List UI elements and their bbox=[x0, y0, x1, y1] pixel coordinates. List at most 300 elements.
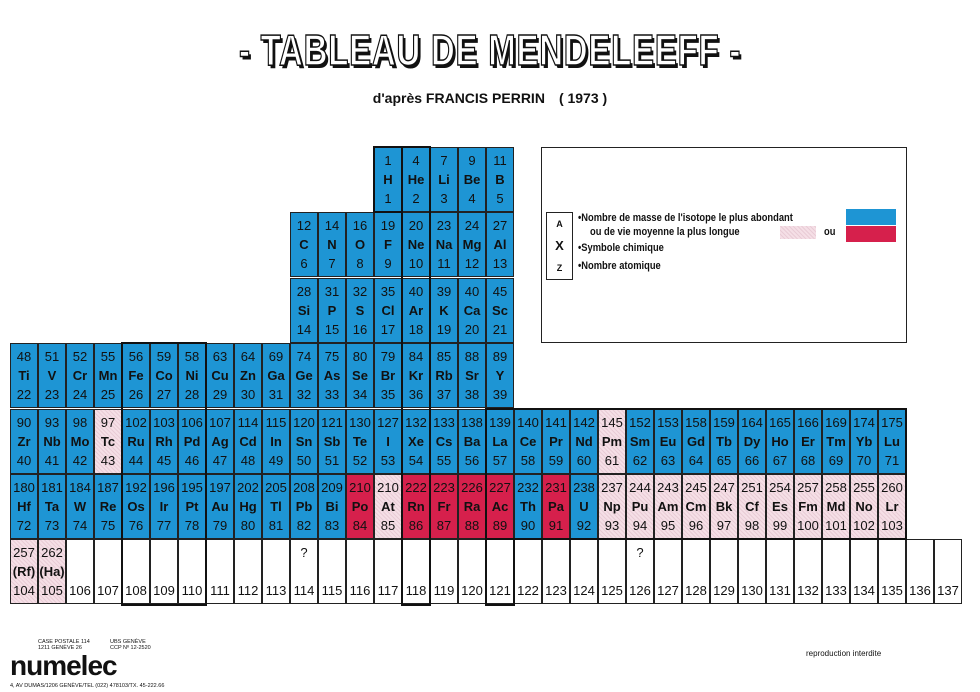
legend-swatch-pink bbox=[780, 226, 816, 239]
element-symbol: Cu bbox=[211, 368, 229, 384]
mass-number bbox=[907, 543, 933, 562]
mass-number bbox=[459, 543, 485, 562]
atomic-number: 79 bbox=[212, 518, 228, 533]
element-cell bbox=[738, 409, 766, 474]
element-symbol: Ru bbox=[127, 433, 145, 449]
atomic-number: 9 bbox=[384, 256, 392, 272]
element-cell bbox=[374, 539, 402, 604]
mass-number: 232 bbox=[517, 480, 539, 495]
atomic-number: 131 bbox=[769, 583, 791, 599]
atomic-number: 61 bbox=[604, 452, 620, 468]
element-cell bbox=[430, 343, 458, 408]
mass-number: 260 bbox=[881, 480, 903, 495]
element-symbol bbox=[487, 562, 513, 581]
element-cell bbox=[66, 474, 94, 539]
element-symbol: O bbox=[354, 237, 366, 253]
element-cell bbox=[374, 343, 402, 408]
atomic-number: 12 bbox=[464, 256, 480, 272]
mass-number: 132 bbox=[405, 414, 427, 430]
element-symbol: N bbox=[327, 237, 337, 253]
bank-line-2: CCP Nº 12-2520 bbox=[110, 645, 151, 651]
element-cell bbox=[150, 343, 178, 408]
element-cell bbox=[290, 539, 318, 604]
mass-number bbox=[347, 543, 373, 562]
atomic-number: 29 bbox=[212, 387, 228, 403]
mass-number: 103 bbox=[153, 414, 175, 430]
address-line-3: 4, AV DUMAS/1206 GENÈVE/TEL (022) 478103/TX. 45-222.66 bbox=[10, 683, 165, 689]
atomic-number: 74 bbox=[72, 518, 88, 533]
mass-number: 32 bbox=[352, 283, 368, 299]
atomic-number: 35 bbox=[380, 387, 396, 403]
element-symbol: Hg bbox=[239, 499, 257, 514]
element-symbol bbox=[207, 562, 233, 581]
element-cell bbox=[346, 409, 374, 474]
legend-box bbox=[541, 147, 907, 343]
atomic-number: 113 bbox=[265, 583, 287, 599]
element-cell bbox=[794, 539, 822, 604]
element-cell bbox=[10, 539, 38, 604]
mass-number: 115 bbox=[265, 414, 287, 430]
legend-number-letter: Z bbox=[556, 263, 563, 273]
element-symbol: Se bbox=[352, 368, 368, 384]
mass-number bbox=[851, 543, 877, 562]
element-symbol: Ag bbox=[211, 433, 229, 449]
atomic-number: 90 bbox=[520, 518, 536, 533]
atomic-number: 14 bbox=[296, 321, 312, 337]
atomic-number: 134 bbox=[853, 583, 875, 599]
atomic-number: 93 bbox=[604, 518, 620, 533]
atomic-number: 135 bbox=[881, 583, 903, 599]
mass-number: 243 bbox=[657, 480, 679, 495]
mass-number: ? bbox=[300, 545, 308, 561]
element-cell bbox=[318, 474, 346, 539]
element-symbol: Ca bbox=[463, 302, 481, 318]
element-cell bbox=[430, 147, 458, 212]
mass-number: 4 bbox=[412, 153, 420, 168]
atomic-number: 24 bbox=[72, 387, 88, 403]
atomic-number: 87 bbox=[436, 518, 452, 533]
mass-number: 24 bbox=[464, 218, 480, 234]
element-cell bbox=[318, 409, 346, 474]
element-cell bbox=[430, 409, 458, 474]
atomic-number: 121 bbox=[489, 583, 511, 599]
element-cell bbox=[178, 409, 206, 474]
element-symbol: Np bbox=[603, 499, 621, 514]
element-cell bbox=[402, 539, 430, 604]
atomic-number: 114 bbox=[293, 583, 315, 599]
mass-number: 12 bbox=[296, 218, 312, 234]
element-cell bbox=[934, 539, 962, 604]
mass-number bbox=[879, 543, 905, 562]
element-symbol: Ar bbox=[408, 302, 424, 318]
element-cell bbox=[262, 474, 290, 539]
atomic-number: 133 bbox=[825, 583, 847, 599]
mass-number: 27 bbox=[492, 218, 508, 234]
atomic-number: 120 bbox=[461, 583, 483, 599]
element-symbol bbox=[403, 562, 429, 581]
mass-number: 227 bbox=[489, 480, 511, 495]
element-cell bbox=[122, 539, 150, 604]
mass-number: 169 bbox=[825, 414, 847, 430]
element-symbol: Cr bbox=[72, 368, 88, 384]
atomic-number: 40 bbox=[16, 452, 32, 468]
element-cell bbox=[318, 212, 346, 277]
element-cell bbox=[458, 409, 486, 474]
element-cell bbox=[206, 539, 234, 604]
atomic-number: 69 bbox=[828, 452, 844, 468]
atomic-number: 6 bbox=[300, 256, 308, 272]
mass-number: 98 bbox=[72, 414, 88, 430]
element-symbol: Y bbox=[495, 368, 505, 384]
element-symbol: Hf bbox=[17, 499, 31, 514]
mass-number: ? bbox=[636, 545, 644, 561]
element-symbol: Ta bbox=[44, 499, 60, 514]
mass-number bbox=[67, 543, 93, 562]
element-cell bbox=[122, 474, 150, 539]
element-symbol: Es bbox=[772, 499, 788, 514]
mass-number: 79 bbox=[380, 349, 396, 365]
element-symbol bbox=[655, 562, 681, 581]
element-cell bbox=[374, 474, 402, 539]
element-symbol bbox=[599, 562, 625, 581]
element-cell bbox=[682, 409, 710, 474]
author: d'après FRANCIS PERRIN bbox=[372, 90, 545, 106]
element-symbol bbox=[515, 562, 541, 581]
mass-number bbox=[375, 543, 401, 562]
atomic-number: 38 bbox=[464, 387, 480, 403]
element-cell bbox=[486, 409, 514, 474]
element-symbol: Pt bbox=[185, 499, 199, 514]
element-symbol: U bbox=[579, 499, 589, 514]
element-cell bbox=[710, 539, 738, 604]
atomic-number: 89 bbox=[492, 518, 508, 533]
element-cell bbox=[234, 409, 262, 474]
element-cell bbox=[178, 474, 206, 539]
mass-number: 11 bbox=[493, 153, 507, 168]
element-symbol: Mo bbox=[70, 433, 90, 449]
element-symbol bbox=[459, 562, 485, 581]
mass-number: 245 bbox=[685, 480, 707, 495]
element-symbol: Ir bbox=[159, 499, 169, 514]
mass-number: 7 bbox=[440, 153, 448, 168]
mass-number: 120 bbox=[293, 414, 315, 430]
element-cell bbox=[822, 539, 850, 604]
mass-number: 20 bbox=[408, 218, 424, 234]
element-cell bbox=[402, 278, 430, 343]
element-symbol: Al bbox=[493, 237, 507, 253]
element-cell bbox=[766, 474, 794, 539]
element-cell bbox=[374, 278, 402, 343]
atomic-number: 64 bbox=[688, 452, 704, 468]
element-cell bbox=[262, 539, 290, 604]
element-symbol: C bbox=[299, 237, 309, 253]
mass-number: 31 bbox=[324, 283, 340, 299]
atomic-number: 47 bbox=[212, 452, 228, 468]
mass-number: 55 bbox=[100, 349, 116, 365]
mass-number: 121 bbox=[321, 414, 343, 430]
element-symbol: B bbox=[495, 172, 505, 187]
element-symbol bbox=[431, 562, 457, 581]
atomic-number: 111 bbox=[210, 583, 230, 599]
mass-number: 74 bbox=[296, 349, 312, 365]
element-cell bbox=[486, 147, 514, 212]
mass-number: 187 bbox=[97, 480, 119, 495]
element-cell bbox=[374, 409, 402, 474]
element-cell bbox=[374, 147, 402, 212]
atomic-number: 53 bbox=[380, 452, 396, 468]
atomic-number: 17 bbox=[380, 321, 396, 337]
atomic-number: 56 bbox=[464, 452, 480, 468]
element-symbol: Cf bbox=[745, 499, 759, 514]
element-cell bbox=[66, 343, 94, 408]
element-cell bbox=[206, 343, 234, 408]
element-cell bbox=[318, 343, 346, 408]
atomic-number: 11 bbox=[437, 256, 451, 272]
mass-number: 64 bbox=[240, 349, 256, 365]
element-symbol: Pa bbox=[548, 499, 564, 514]
element-symbol: Li bbox=[438, 172, 450, 187]
atomic-number: 94 bbox=[632, 518, 648, 533]
element-symbol bbox=[347, 562, 373, 581]
mass-number: 202 bbox=[237, 480, 259, 495]
atomic-number: 112 bbox=[237, 583, 259, 599]
mass-number: 48 bbox=[16, 349, 32, 365]
mass-number bbox=[431, 543, 457, 562]
atomic-number: 104 bbox=[13, 583, 35, 599]
atomic-number: 19 bbox=[436, 321, 452, 337]
legend-swatch-blue bbox=[846, 209, 896, 225]
element-cell bbox=[710, 474, 738, 539]
mass-number: 153 bbox=[657, 414, 679, 430]
element-symbol: K bbox=[439, 302, 449, 318]
atomic-number: 18 bbox=[408, 321, 424, 337]
atomic-number: 84 bbox=[352, 518, 368, 533]
element-symbol: Cm bbox=[685, 499, 707, 514]
atomic-number: 82 bbox=[296, 518, 312, 533]
atomic-number: 101 bbox=[825, 518, 847, 533]
element-symbol: Fm bbox=[798, 499, 818, 514]
poster-title: - TABLEAU DE MENDELEEFF - bbox=[238, 26, 742, 75]
mass-number: 159 bbox=[713, 414, 735, 430]
element-symbol: Br bbox=[380, 368, 396, 384]
element-cell bbox=[262, 409, 290, 474]
element-symbol: Cd bbox=[239, 433, 257, 449]
element-symbol: Md bbox=[826, 499, 846, 514]
element-symbol: Zr bbox=[17, 433, 31, 449]
mass-number: 158 bbox=[685, 414, 707, 430]
element-cell bbox=[150, 409, 178, 474]
mass-number: 166 bbox=[797, 414, 819, 430]
mass-number: 14 bbox=[324, 218, 340, 234]
atomic-number: 117 bbox=[377, 583, 399, 599]
mass-number: 52 bbox=[72, 349, 88, 365]
atomic-number: 55 bbox=[436, 452, 452, 468]
mass-number: 226 bbox=[461, 480, 483, 495]
atomic-number: 67 bbox=[772, 452, 788, 468]
element-symbol: Mn bbox=[98, 368, 118, 384]
mass-number: 59 bbox=[156, 349, 172, 365]
mass-number bbox=[739, 543, 765, 562]
mass-number: 140 bbox=[517, 414, 539, 430]
atomic-number: 77 bbox=[156, 518, 172, 533]
atomic-number: 129 bbox=[713, 583, 735, 599]
atomic-number: 102 bbox=[853, 518, 875, 533]
mass-number: 192 bbox=[125, 480, 147, 495]
element-cell bbox=[346, 212, 374, 277]
element-symbol bbox=[319, 562, 345, 581]
element-symbol: Po bbox=[351, 499, 369, 514]
atomic-number: 110 bbox=[181, 583, 203, 599]
element-cell bbox=[542, 539, 570, 604]
address-line-1: CASE POSTALE 114 bbox=[38, 639, 90, 645]
element-symbol: Bk bbox=[715, 499, 733, 514]
atomic-number: 45 bbox=[156, 452, 172, 468]
atomic-number: 136 bbox=[909, 583, 931, 599]
atomic-number: 65 bbox=[716, 452, 732, 468]
element-cell bbox=[458, 212, 486, 277]
element-cell bbox=[626, 409, 654, 474]
element-cell bbox=[906, 539, 934, 604]
element-symbol: Rn bbox=[407, 499, 425, 514]
mass-number: 23 bbox=[436, 218, 452, 234]
element-cell bbox=[570, 539, 598, 604]
element-cell bbox=[290, 343, 318, 408]
mass-number: 28 bbox=[296, 283, 312, 299]
mass-number: 16 bbox=[352, 218, 368, 234]
element-symbol: Zn bbox=[240, 368, 256, 384]
element-symbol: Gd bbox=[686, 433, 706, 449]
mass-number: 1 bbox=[384, 153, 392, 168]
atomic-number: 71 bbox=[884, 452, 900, 468]
element-cell bbox=[766, 409, 794, 474]
atomic-number: 37 bbox=[436, 387, 452, 403]
mass-number: 223 bbox=[433, 480, 455, 495]
mass-number: 257 bbox=[13, 545, 35, 561]
element-symbol: Na bbox=[435, 237, 453, 253]
mass-number: 152 bbox=[629, 414, 651, 430]
atomic-number: 28 bbox=[184, 387, 200, 403]
mass-number: 51 bbox=[44, 349, 60, 365]
element-cell bbox=[66, 409, 94, 474]
atomic-number: 98 bbox=[744, 518, 760, 533]
mass-number bbox=[823, 543, 849, 562]
mass-number: 93 bbox=[44, 414, 60, 430]
element-cell bbox=[346, 278, 374, 343]
element-symbol bbox=[739, 562, 765, 581]
element-cell bbox=[738, 474, 766, 539]
mass-number bbox=[515, 543, 541, 562]
atomic-number: 137 bbox=[937, 583, 959, 599]
atomic-number: 95 bbox=[660, 518, 676, 533]
mass-number: 56 bbox=[128, 349, 144, 365]
element-cell bbox=[794, 474, 822, 539]
atomic-number: 25 bbox=[100, 387, 116, 403]
element-symbol: Yb bbox=[855, 433, 873, 449]
element-symbol: W bbox=[73, 499, 87, 514]
element-cell bbox=[94, 409, 122, 474]
legend-number-text: •Nombre atomique bbox=[578, 260, 661, 272]
atomic-number: 10 bbox=[408, 256, 424, 272]
element-cell bbox=[402, 474, 430, 539]
atomic-number: 124 bbox=[573, 583, 595, 599]
element-cell bbox=[654, 474, 682, 539]
element-cell bbox=[178, 343, 206, 408]
element-symbol bbox=[543, 562, 569, 581]
element-symbol bbox=[879, 562, 905, 581]
atomic-number: 46 bbox=[184, 452, 200, 468]
element-symbol: S bbox=[355, 302, 365, 318]
element-cell bbox=[598, 539, 626, 604]
element-cell bbox=[318, 539, 346, 604]
atomic-number: 125 bbox=[601, 583, 623, 599]
atomic-number: 127 bbox=[657, 583, 679, 599]
mass-number: 107 bbox=[209, 414, 231, 430]
element-cell bbox=[514, 409, 542, 474]
element-symbol: Dy bbox=[743, 433, 761, 449]
atomic-number: 92 bbox=[576, 518, 592, 533]
element-cell bbox=[402, 212, 430, 277]
atomic-number: 49 bbox=[268, 452, 284, 468]
atomic-number: 7 bbox=[328, 256, 336, 272]
element-symbol: Be bbox=[463, 172, 481, 187]
mass-number: 75 bbox=[324, 349, 340, 365]
element-cell bbox=[626, 539, 654, 604]
element-cell bbox=[150, 474, 178, 539]
atomic-number: 1 bbox=[384, 191, 392, 206]
element-cell bbox=[822, 409, 850, 474]
element-symbol: Ti bbox=[18, 368, 30, 384]
element-cell bbox=[402, 343, 430, 408]
atomic-number: 2 bbox=[412, 191, 420, 206]
legend-mass-letter: A bbox=[556, 219, 563, 229]
element-symbol: Ba bbox=[463, 433, 481, 449]
element-cell bbox=[430, 278, 458, 343]
address-line-2: 1211 GENÈVE 26 bbox=[38, 645, 82, 651]
element-cell bbox=[38, 343, 66, 408]
element-cell bbox=[94, 474, 122, 539]
element-symbol: Rh bbox=[155, 433, 173, 449]
atomic-number: 42 bbox=[72, 452, 88, 468]
element-cell bbox=[290, 278, 318, 343]
element-cell bbox=[486, 278, 514, 343]
element-symbol: Ne bbox=[407, 237, 425, 253]
element-symbol: Ge bbox=[295, 368, 313, 384]
element-symbol: Te bbox=[352, 433, 368, 449]
mass-number: 210 bbox=[377, 480, 399, 495]
mass-number: 222 bbox=[405, 480, 427, 495]
legend-mass-text-2: ou de vie moyenne la plus longue bbox=[590, 226, 740, 238]
element-symbol: Ac bbox=[491, 499, 509, 514]
atomic-number: 62 bbox=[632, 452, 648, 468]
element-symbol: I bbox=[386, 433, 390, 449]
element-symbol: Co bbox=[155, 368, 173, 384]
mass-number: 141 bbox=[545, 414, 567, 430]
atomic-number: 80 bbox=[240, 518, 256, 533]
legend-symbol-letter: X bbox=[555, 238, 564, 253]
element-cell bbox=[346, 474, 374, 539]
element-symbol: At bbox=[381, 499, 395, 514]
atomic-number: 96 bbox=[688, 518, 704, 533]
element-symbol bbox=[795, 562, 821, 581]
element-symbol: Eu bbox=[659, 433, 677, 449]
atomic-number: 48 bbox=[240, 452, 256, 468]
element-symbol bbox=[683, 562, 709, 581]
element-cell bbox=[850, 474, 878, 539]
mass-number: 89 bbox=[492, 349, 508, 365]
mass-number bbox=[123, 543, 149, 562]
atomic-number: 41 bbox=[44, 452, 60, 468]
element-cell bbox=[486, 539, 514, 604]
